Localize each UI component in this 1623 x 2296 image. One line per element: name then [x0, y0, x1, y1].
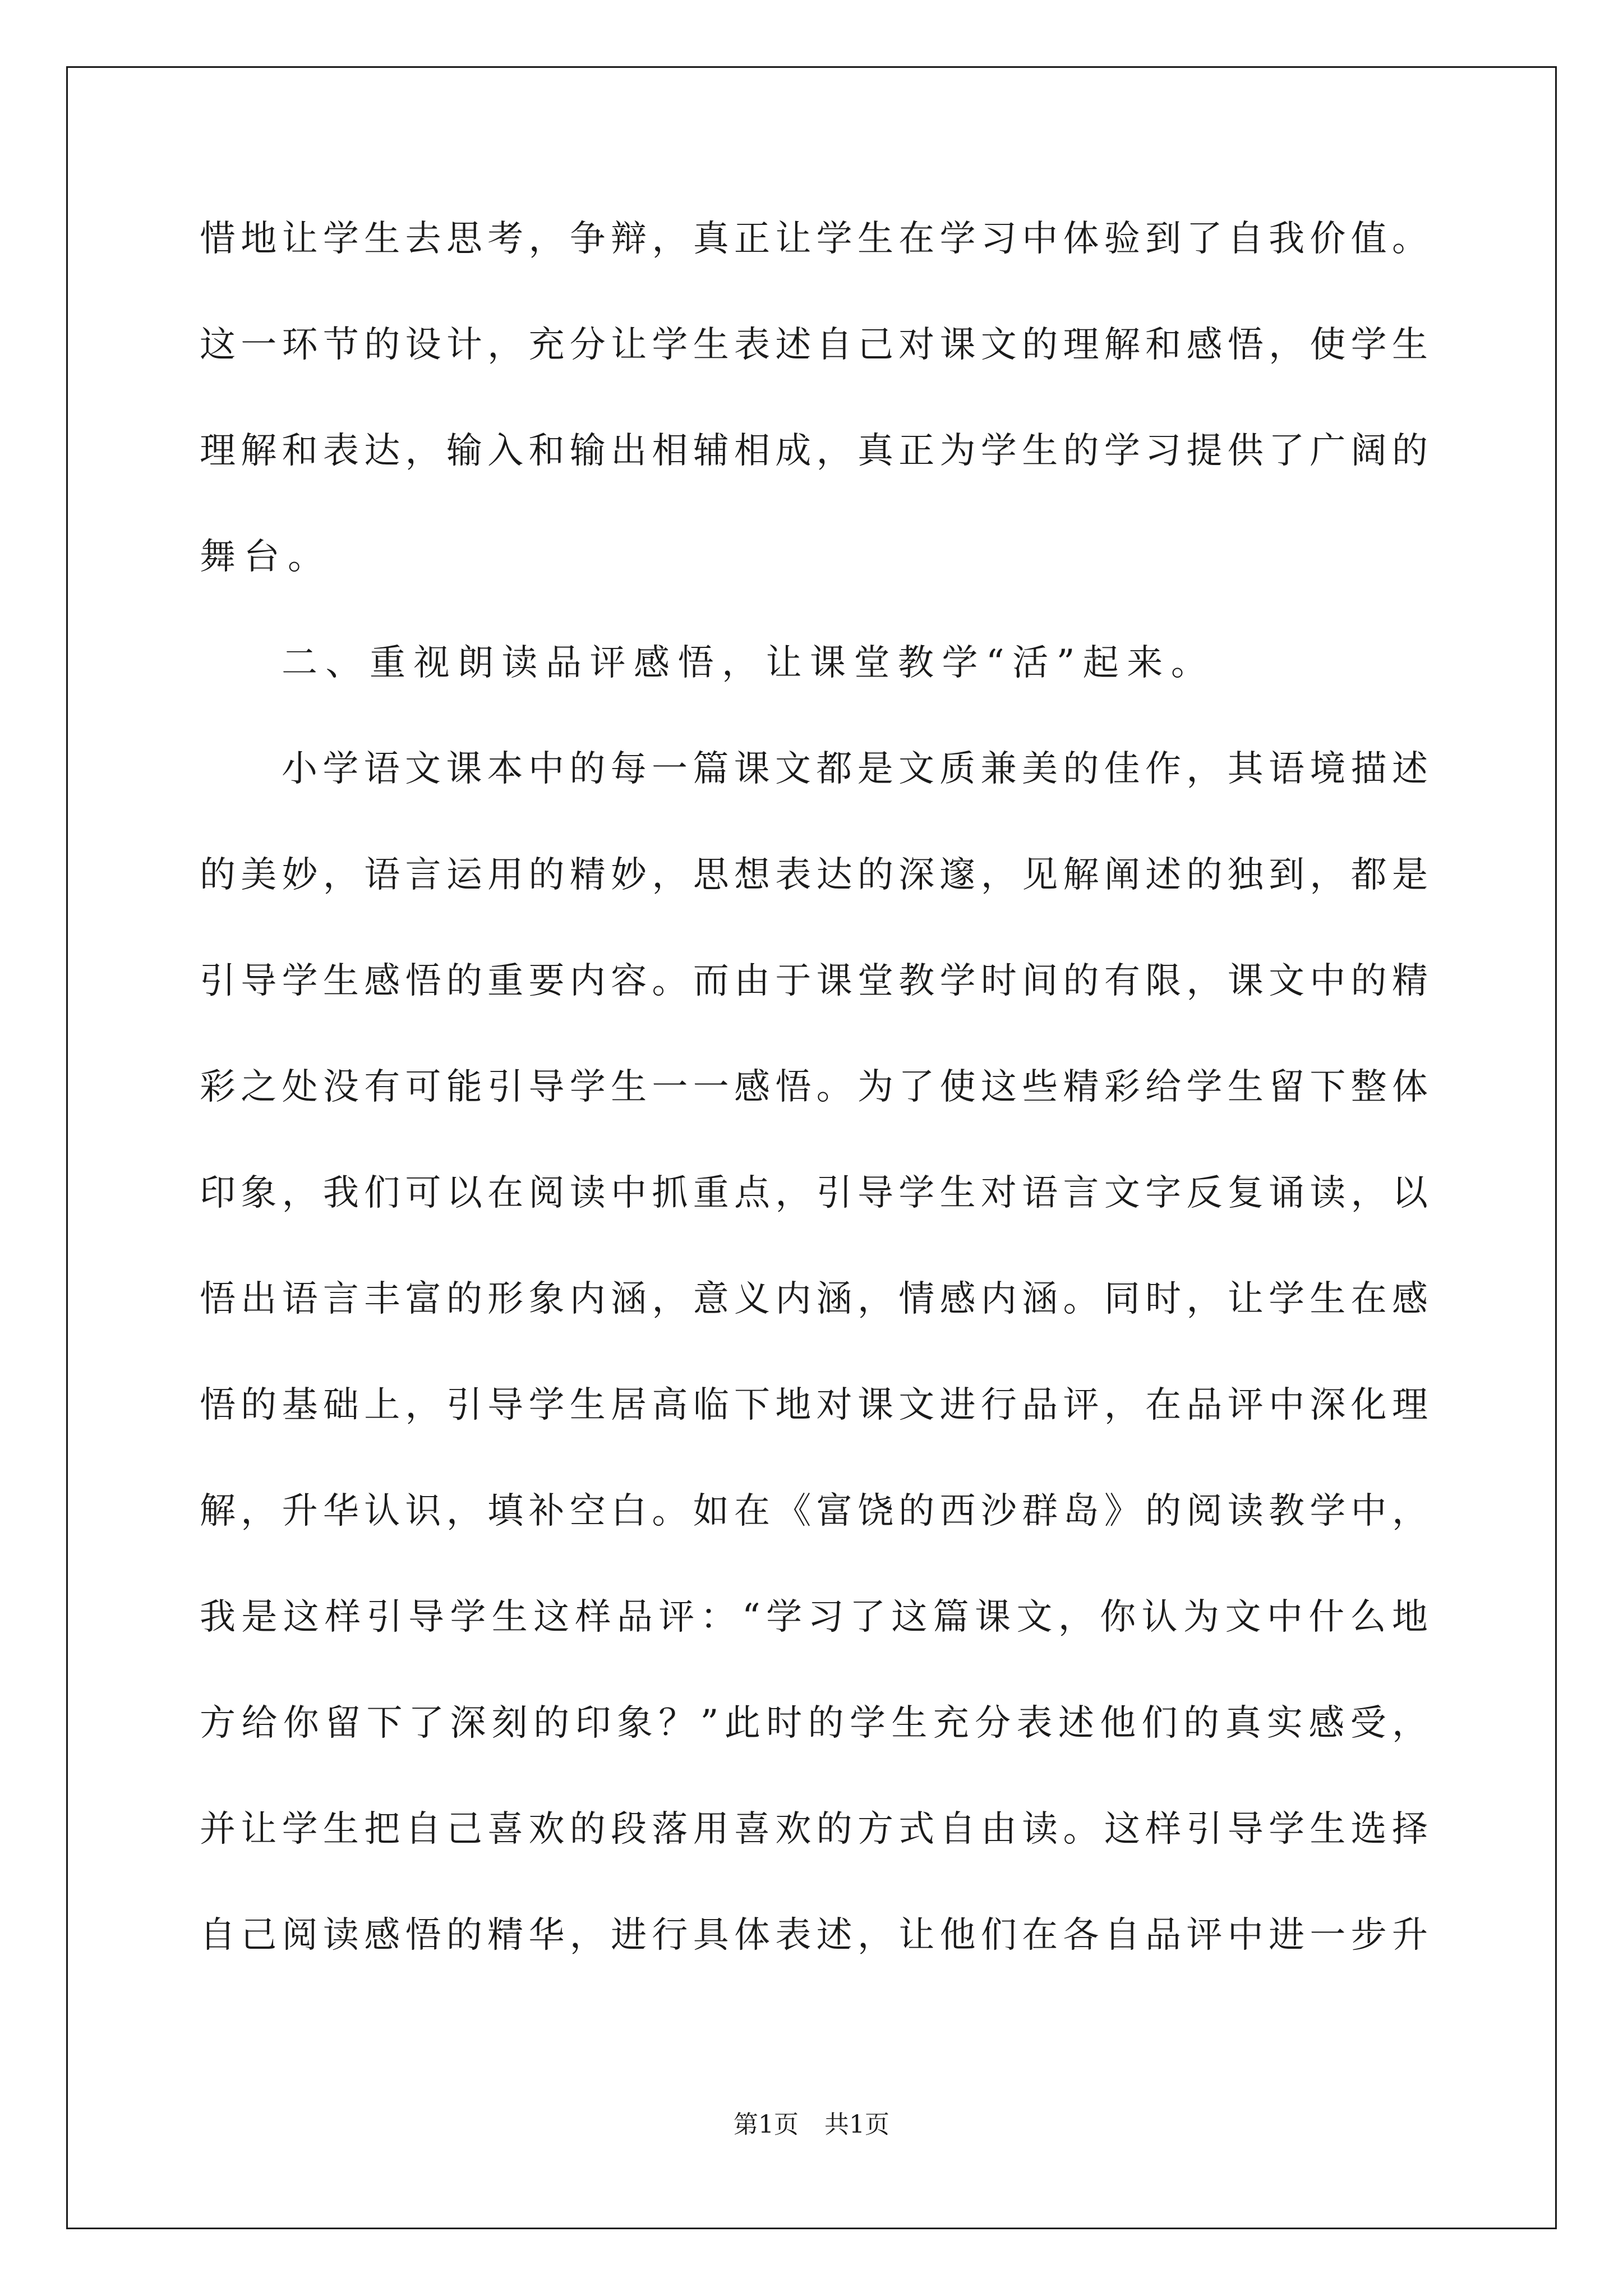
- text-line: 并让学生把自己喜欢的段落用喜欢的方式自由读。这样引导学生选择: [200, 1809, 1428, 1850]
- text-line: 悟的基础上，引导学生居高临下地对课文进行品评，在品评中深化理: [200, 1384, 1428, 1426]
- text-line: 悟出语言丰富的形象内涵，意义内涵，情感内涵。同时，让学生在感: [200, 1278, 1428, 1320]
- page-footer: [0, 2108, 1623, 2142]
- text-line: 的美妙，语言运用的精妙，思想表达的深邃，见解阐述的独到，都是: [200, 854, 1428, 896]
- text-line: 二、重视朗读品评感悟，让课堂教学“活”起来。: [282, 642, 1215, 684]
- text-line: 方给你留下了深刻的印象？”此时的学生充分表述他们的真实感受，: [200, 1703, 1428, 1744]
- text-line: 惜地让学生去思考，争辩，真正让学生在学习中体验到了自我价值。: [200, 218, 1428, 260]
- text-line: 彩之处没有可能引导学生一一感悟。为了使这些精彩给学生留下整体: [200, 1066, 1428, 1108]
- text-line: 解，升华认识，填补空白。如在《富饶的西沙群岛》的阅读教学中，: [200, 1490, 1428, 1532]
- document-body: [200, 211, 1428, 2013]
- text-line: 舞台。: [200, 536, 332, 578]
- text-line: 这一环节的设计，充分让学生表述自己对课文的理解和感悟，使学生: [200, 324, 1428, 366]
- text-line: 印象，我们可以在阅读中抓重点，引导学生对语言文字反复诵读，以: [200, 1172, 1428, 1214]
- text-line: 小学语文课本中的每一篇课文都是文质兼美的佳作，其语境描述: [282, 748, 1428, 790]
- text-line: 理解和表达，输入和输出相辅相成，真正为学生的学习提供了广阔的: [200, 430, 1428, 472]
- text-line: 我是这样引导学生这样品评：“学习了这篇课文，你认为文中什么地: [200, 1596, 1428, 1638]
- text-line: 自己阅读感悟的精华，进行具体表述，让他们在各自品评中进一步升: [200, 1915, 1428, 1956]
- page-number: 第1页: [734, 2110, 799, 2139]
- page-total: 共1页: [824, 2110, 889, 2139]
- text-line: 引导学生感悟的重要内容。而由于课堂教学时间的有限，课文中的精: [200, 960, 1428, 1002]
